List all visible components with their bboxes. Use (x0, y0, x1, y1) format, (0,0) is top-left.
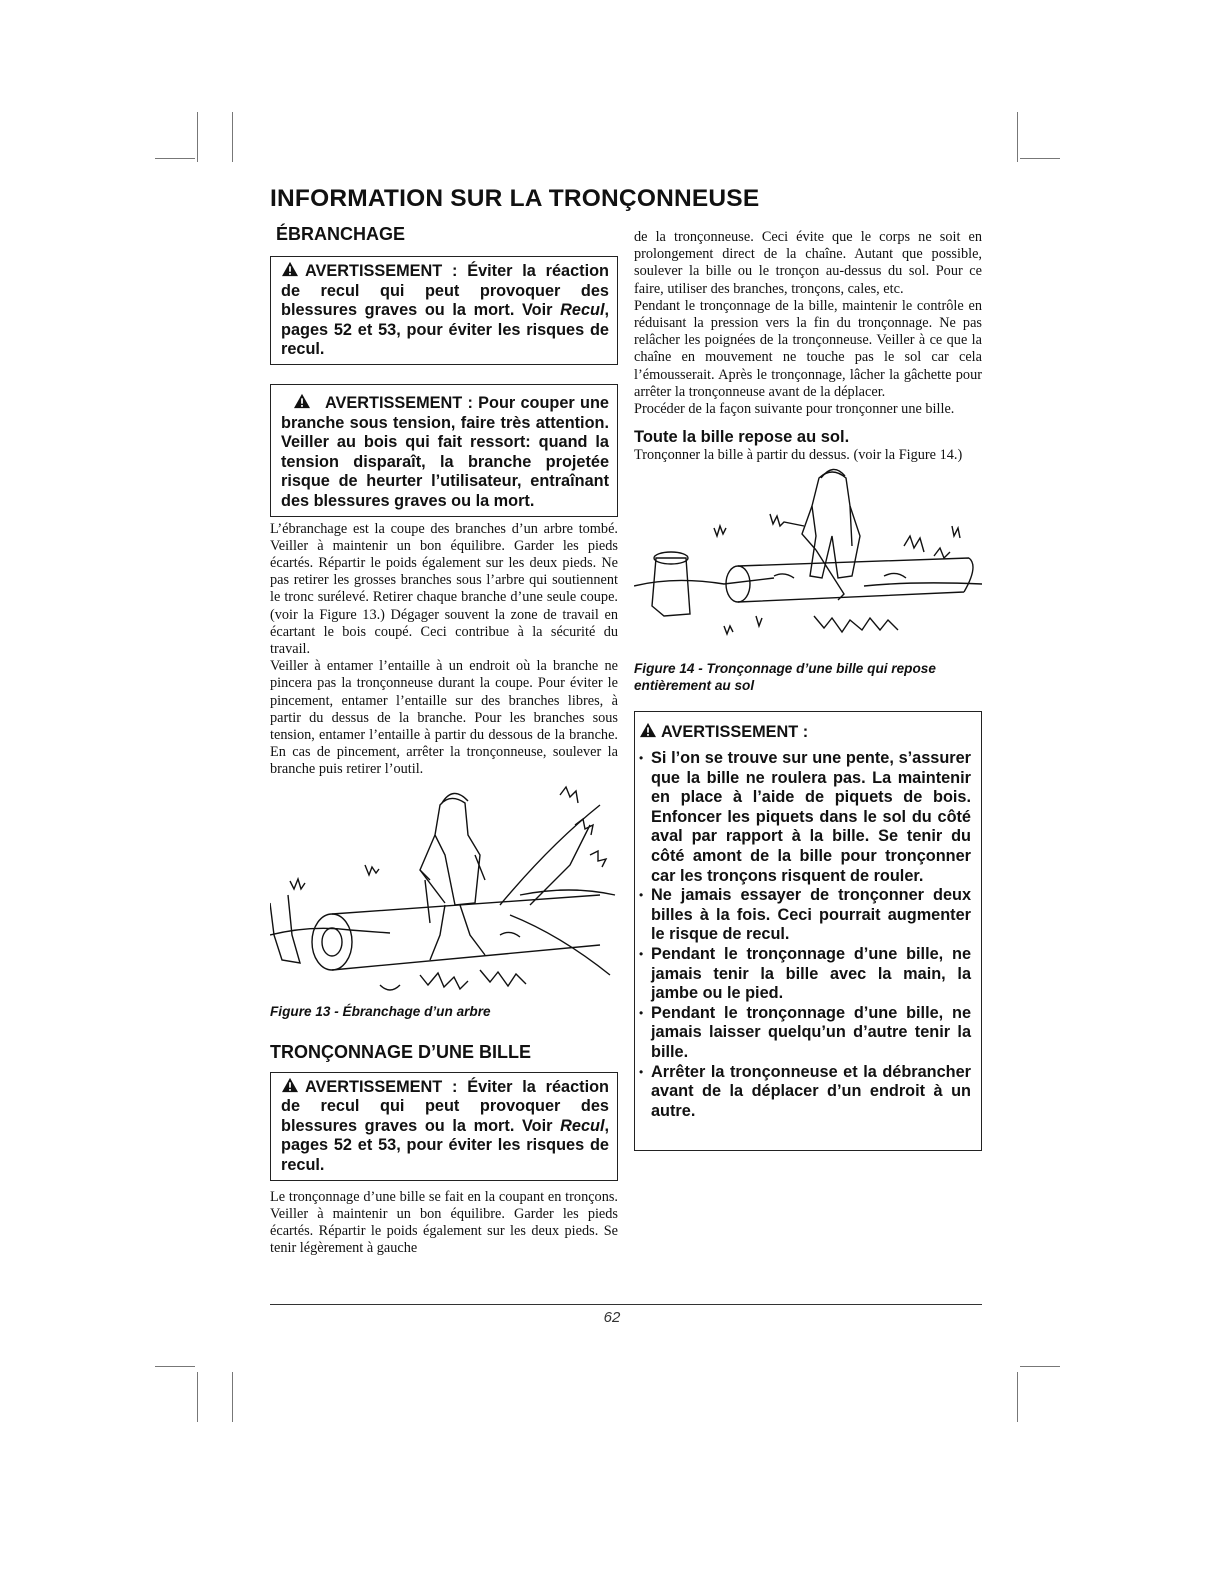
left-column (270, 224, 618, 1257)
warning-list-item: • Pendant le tronçonnage d’une bille, ne jamais tenir la bille avec la main, la jambe ou le pied. (639, 945, 971, 1004)
crop-mark (1017, 112, 1018, 162)
warning-list-item: • Si l’on se trouve sur une pente, s’assurer que la bille ne roulera pas. La maintenir en place à l’aide de piquets de bois. Enfoncer les piquets dans le sol du côté aval par rapport à la bille. Se tenir du côté amont de la bille pour tronçonner car les tronçons risquent de rouler. (639, 749, 971, 886)
crop-mark (1020, 158, 1060, 159)
warning-text: , pages 52 et 53, pour éviter les risques de recul. (281, 301, 609, 359)
warning-lead: AVERTISSEMENT : Éviter la réaction (305, 262, 609, 280)
warning-list-item: • Arrêter la tronçonneuse et la débrancher avant de la déplacer d’un endroit à un autre. (639, 1063, 971, 1122)
paragraph: Veiller à entamer l’entaille à un endroit où la branche ne pincera pas la tronçonneuse durant la coupe. Pour éviter le pincement, entamer l’entaille sur des branches libres, à partir du dessus de la branche. Pour les branches sous tension, entamer l’entaille à partir du dessous de la branche. En cas de pincement, arrêter la tronçonneuse, soulever la branche puis retirer l’outil. (270, 658, 618, 778)
crop-mark (232, 1372, 233, 1422)
warning-text: , pages 52 et 53, pour éviter les risques de recul. (281, 1116, 609, 1174)
crop-mark (155, 1366, 195, 1367)
warning-triangle-icon (639, 722, 657, 738)
warning-box-recul (270, 256, 618, 365)
right-column (634, 229, 982, 1151)
warning-text: de recul qui peut provoquer des blessures graves ou la mort. Voir (281, 281, 609, 320)
paragraph: L’ébranchage est la coupe des branches d’un arbre tombé. Veiller à maintenir un bon équilibre. Garder les pieds écartés. Répartir le poids également sur les deux pieds. Ne pas retirer les grosses branches sous l’arbre qui soutiennent le tronc surélevé. Retirer chaque branche d’une seule coupe. (voir la Figure 13.) Dégager souvent la zone de travail en écartant le bois coupé. Ceci contribue à la sécurité du travail. (270, 520, 618, 657)
warning-lead: AVERTISSEMENT : Pour couper (325, 393, 575, 412)
warning-box-general (634, 711, 982, 1151)
footer-rule (270, 1304, 982, 1305)
warning-ref: Recul (560, 1116, 605, 1135)
crop-mark (1020, 1366, 1060, 1367)
crop-mark (197, 112, 198, 162)
warning-triangle-icon (281, 1077, 299, 1093)
figure-14-caption: Figure 14 - Tronçonnage d’une bille qui repose entièrement au sol (634, 661, 936, 694)
crop-mark (232, 112, 233, 162)
warning-list-item: • Ne jamais essayer de tronçonner deux billes à la fois. Ceci pourrait augmenter le risque de recul. (639, 886, 971, 945)
paragraph: Le tronçonnage d’une bille se fait en la coupant en tronçons. Veiller à maintenir un bon équilibre. Garder les pieds écartés. Répartir le poids également sur les deux pieds. Se tenir légèrement à gauche (270, 1188, 618, 1257)
warning-list (639, 749, 971, 1121)
page-title: INFORMATION SUR LA TRONÇONNEUSE (270, 185, 760, 212)
paragraph: de la tronçonneuse. Ceci évite que le corps ne soit en prolongement direct de la chaîne. Autant que possible, soulever la bille ou le tronçon au-dessus du sol. Pour ce faire, utiliser des branches, tronçons, cales, etc. (634, 229, 982, 297)
crop-mark (1017, 1372, 1018, 1422)
warning-box-branche-tension (270, 384, 618, 517)
warning-text: une branche sous tension, faire très attention. Veiller au bois qui fait ressort: quand la tension disparaît, la branche projetée risque de heurter l’utilisateur, entraînant des blessures graves ou la mort. (281, 393, 609, 510)
warning-triangle-icon (281, 261, 299, 277)
section-heading-tronconnage: TRONÇONNAGE D’UNE BILLE (270, 1041, 531, 1062)
paragraph: Procéder de la façon suivante pour tronçonner une bille. (634, 401, 955, 418)
warning-lead: AVERTISSEMENT : Éviter la réaction (305, 1077, 609, 1096)
paragraph: Pendant le tronçonnage de la bille, maintenir le contrôle en réduisant la pression vers la fin du tronçonnage. Ne pas relâcher les poignées de la tronçonneuse. Veiller à ce que la chaîne en mouvement ne touche pas le sol car cela l’émousserait. Après le tronçonnage, lâcher la gâchette pour arrêter la tronçonneuse avant de la déplacer. (634, 297, 982, 400)
page-number: 62 (603, 1309, 621, 1326)
warning-lead: AVERTISSEMENT : (661, 723, 809, 742)
subheading: Toute la bille repose au sol. (634, 428, 850, 447)
figure-13-illustration (270, 785, 618, 999)
warning-text: de recul qui peut provoquer des blessures graves ou la mort. Voir (281, 1097, 609, 1135)
warning-triangle-icon (293, 393, 311, 409)
crop-mark (155, 158, 195, 159)
section-heading-ebranchage: ÉBRANCHAGE (276, 224, 406, 244)
figure-13-caption: Figure 13 - Ébranchage d’un arbre (270, 1003, 491, 1019)
crop-mark (197, 1372, 198, 1422)
paragraph: Tronçonner la bille à partir du dessus. (voir la Figure 14.) (634, 447, 963, 464)
warning-box-recul (270, 1072, 618, 1181)
warning-list-item: • Pendant le tronçonnage d’une bille, ne jamais laisser quelqu’un d’autre tenir la bille. (639, 1004, 971, 1063)
figure-14-illustration (634, 466, 982, 656)
warning-ref: Recul (560, 301, 605, 320)
